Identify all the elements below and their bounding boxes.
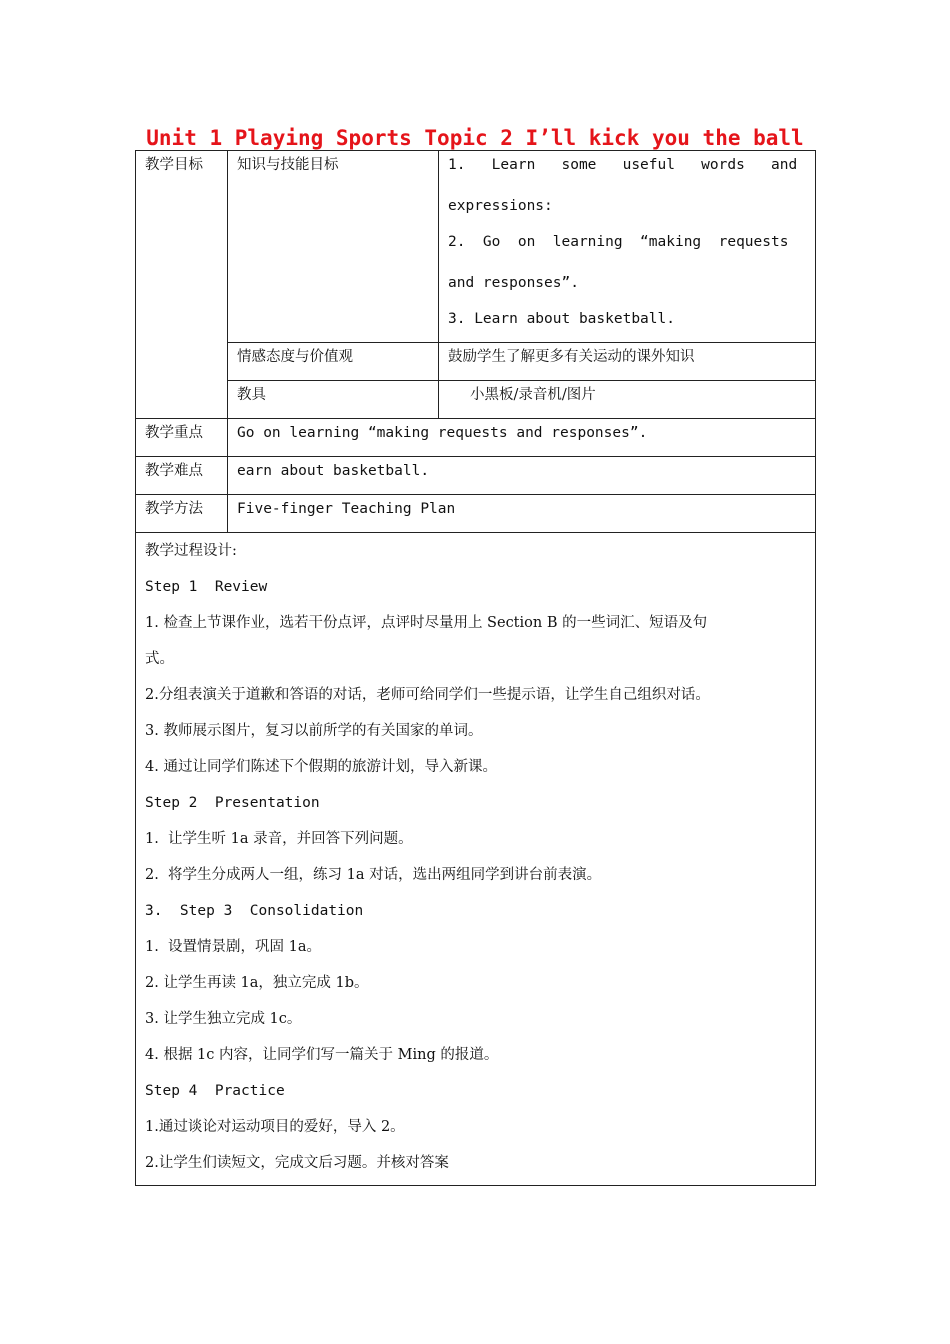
process-line: 1.通过谈论对运动项目的爱好，导入 2。 (145, 1119, 405, 1135)
key-point-row (136, 419, 816, 457)
knowledge-line: 2. Go on learning “making requests (448, 234, 789, 250)
process-content (136, 533, 816, 1186)
process-line: 2.分组表演关于道歉和答语的对话，老师可给同学们一些提示语，让学生自己组织对话。 (145, 687, 710, 703)
knowledge-content (439, 151, 816, 343)
objectives-row-knowledge (136, 151, 816, 343)
knowledge-line: 1. Learn some useful words and (448, 157, 798, 173)
method-row (136, 495, 816, 533)
key-point-value: Go on learning “making requests and responses”. (228, 419, 816, 457)
process-line: 3. 让学生独立完成 1c。 (145, 1011, 302, 1027)
key-point-label: 教学重点 (136, 419, 228, 457)
tools-label: 教具 (228, 381, 439, 419)
process-row (136, 533, 816, 1186)
tools-value: 小黑板/录音机/图片 (439, 381, 816, 419)
process-step-heading: Step 2 Presentation (145, 795, 320, 811)
process-line: 1. 检查上节课作业，选若干份点评，点评时尽量用上 Section B 的一些词汇、短语及句 (145, 615, 708, 631)
process-line: 2. 将学生分成两人一组，练习 1a 对话，选出两组同学到讲台前表演。 (145, 867, 602, 883)
difficulty-row (136, 457, 816, 495)
process-line: 4. 通过让同学们陈述下个假期的旅游计划，导入新课。 (145, 759, 497, 775)
process-line: 1. 设置情景剧，巩固 1a。 (145, 939, 322, 955)
method-value: Five-finger Teaching Plan (228, 495, 816, 533)
attitude-value: 鼓励学生了解更多有关运动的课外知识 (439, 343, 816, 381)
objectives-label: 教学目标 (136, 151, 228, 419)
process-line: 1. 让学生听 1a 录音，并回答下列问题。 (145, 831, 413, 847)
knowledge-line: 3. Learn about basketball. (448, 311, 675, 327)
method-label: 教学方法 (136, 495, 228, 533)
document-title: Unit 1 Playing Sports Topic 2 I’ll kick you the ball (146, 126, 804, 150)
process-line: 4. 根据 1c 内容，让同学们写一篇关于 Ming 的报道。 (145, 1047, 499, 1063)
knowledge-line: and responses”. (448, 275, 579, 291)
attitude-label: 情感态度与价值观 (228, 343, 439, 381)
process-line: 2.让学生们读短文，完成文后习题。并核对答案 (145, 1155, 449, 1171)
process-step-heading: 3. Step 3 Consolidation (145, 903, 364, 919)
knowledge-line: expressions: (448, 198, 553, 214)
process-heading: 教学过程设计: (145, 543, 237, 559)
process-line: 式。 (145, 651, 174, 667)
process-line: 2. 让学生再读 1a，独立完成 1b。 (145, 975, 369, 991)
knowledge-label: 知识与技能目标 (228, 151, 439, 343)
process-step-heading: Step 4 Practice (145, 1083, 285, 1099)
process-line: 3. 教师展示图片，复习以前所学的有关国家的单词。 (145, 723, 483, 739)
difficulty-value: earn about basketball. (228, 457, 816, 495)
objectives-row-tools (136, 381, 816, 419)
process-step-heading: Step 1 Review (145, 579, 268, 595)
lesson-plan-table (135, 150, 816, 1186)
objectives-row-attitude (136, 343, 816, 381)
difficulty-label: 教学难点 (136, 457, 228, 495)
